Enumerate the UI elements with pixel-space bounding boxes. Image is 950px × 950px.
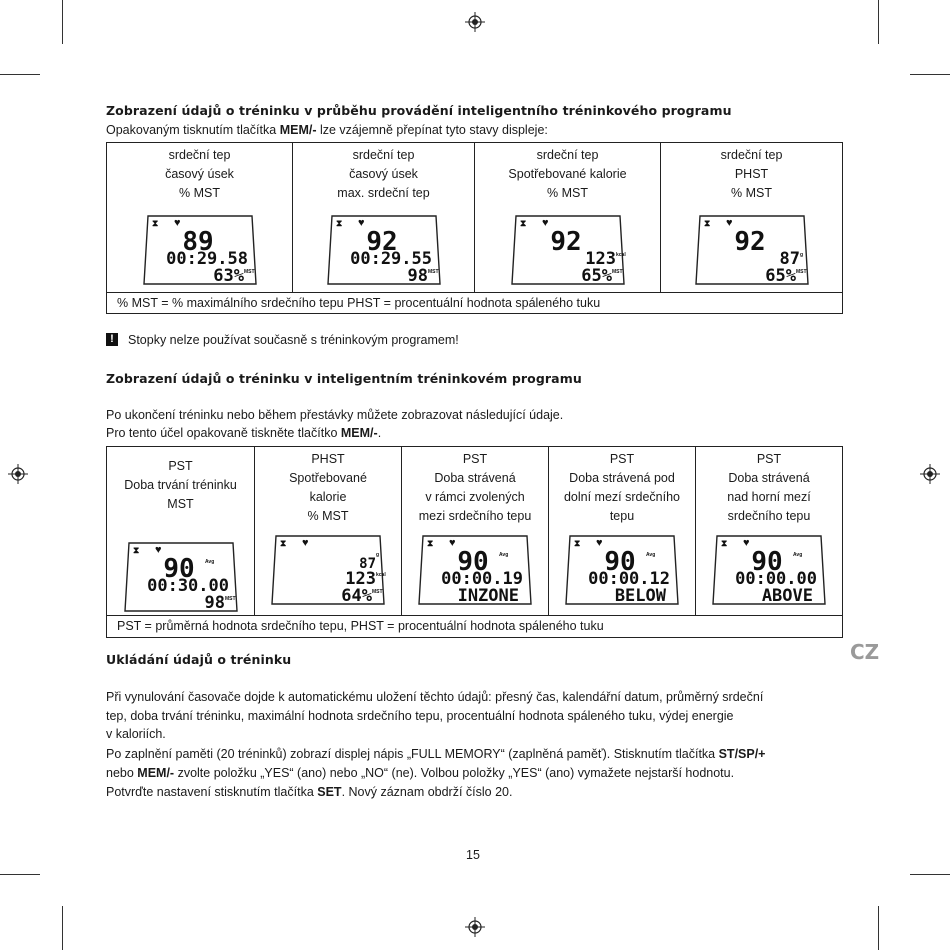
caption-line: MST [167,497,194,511]
display-mode-cell [475,143,661,293]
lcd-bot-value: 63% [212,266,244,286]
caption-line: srdečního tepu [727,509,811,523]
lcd-bot-unit: MST [611,269,623,275]
caption-line: v rámci zvolených [425,490,525,504]
page-number: 15 [466,848,480,862]
lcd-bot-value: ABOVE [761,586,813,606]
stopwatch-icon: ⧗ [574,538,581,548]
display-mode-cell [402,447,549,616]
lcd-mid-value: 123 [345,569,376,589]
heart-icon: ♥ [449,537,456,549]
caption-line: srdeční tep [168,148,231,162]
lcd-bot-value: 65% [764,266,796,286]
caption-line: srdeční tep [352,148,415,162]
caption-line: PST [168,459,193,473]
caption-line: srdeční tep [536,148,599,162]
section2-line2: Pro tento účel opakovaně tiskněte tlačítko MEM/-. [106,426,382,440]
display-modes-table [106,142,843,314]
display-mode-cell [107,143,293,293]
heart-icon: ♥ [743,537,750,549]
lcd-bot-value: INZONE [457,586,519,606]
display-mode-cell [293,143,475,293]
lcd-mid-value: 00:00.12 [588,569,670,589]
watch-display [692,212,812,288]
table1-footnote: % MST = % maximálního srdečního tepu PHST = procentuální hodnota spáleného tuku [107,293,843,314]
heart-icon: ♥ [173,217,181,229]
caption-line: Doba strávená [434,471,516,485]
section3-p1: Při vynulování časovače dojde k automatickému uložení těchto údajů: přesný čas, kalendářní datum, průměrný srdeční [106,690,764,704]
caption-line: % MST [547,186,588,200]
lcd-mid-value: 00:29.55 [349,249,432,269]
lcd-bot-unit: MST [372,589,383,595]
section2-line1: Po ukončení tréninku nebo během přestávky můžete zobrazovat následující údaje. [106,408,564,422]
display-mode-caption [107,447,254,539]
caption-line: časový úsek [165,167,234,181]
lcd-mid-value: 00:30.00 [146,576,229,596]
caption-line: Doba strávená pod [569,471,675,485]
stopwatch-icon: ⧗ [132,545,139,555]
crop-mark-bottom-right-v [878,906,879,950]
watch-display [415,532,535,608]
caption-line: mezi srdečního tepu [418,509,532,523]
caption-line: PHST [311,452,345,466]
caption-line: PHST [734,167,769,181]
stopwatch-icon: ⧗ [703,218,710,228]
lcd-extra-value: 87 [359,556,376,572]
caption-line: PST [609,452,635,466]
table2-footnote: PST = průměrná hodnota srdečního tepu, PHST = procentuální hodnota spáleného tuku [107,616,843,638]
watch-display [268,532,388,608]
lcd-top-value: 92 [549,227,582,257]
stopwatch-icon: ⧗ [335,218,342,228]
registration-mark-bottom-icon [465,917,485,937]
lcd-top-unit: Avg [793,552,803,558]
crop-mark-top-right-v [878,0,879,44]
watch-display [121,539,241,615]
caption-line: % MST [731,186,772,200]
lcd-mid-value: 123 [584,249,616,269]
registration-mark-top-icon [465,12,485,32]
heart-icon: ♥ [154,544,162,556]
lcd-mid-unit: kcal [376,572,386,578]
display-mode-cell [661,143,843,293]
lcd-top-value: 89 [181,227,214,257]
lcd-bot-unit: MST [795,269,807,275]
section3-p5: nebo MEM/- zvolte položku „YES“ (ano) nebo „NO“ (ne). Volbou položky „YES“ (ano) vymažete nejstarší hodnotu. [106,766,735,780]
heart-icon: ♥ [357,217,365,229]
display-mode-cell [696,447,843,616]
crop-mark-bottom-left-v [62,906,63,950]
lcd-top-unit: Avg [204,559,214,565]
display-mode-cell [107,447,255,616]
caption-line: tepu [609,509,635,523]
crop-mark-top-left-v [62,0,63,44]
heart-icon: ♥ [302,537,309,549]
caption-line: srdeční tep [720,148,783,162]
lcd-top-value: 90 [162,554,195,584]
lcd-mid-value: 00:00.00 [735,569,817,589]
lcd-top-value: 92 [365,227,398,257]
lcd-bot-value: 98 [204,593,225,613]
lcd-bot-unit: MST [427,269,439,275]
language-tab: CZ [850,640,880,664]
lcd-bot-value: 98 [407,266,428,286]
lcd-mid-value: 00:29.58 [165,249,248,269]
lcd-bot-value: BELOW [614,586,666,606]
display-mode-caption [107,143,292,212]
watch-display [324,212,444,288]
lcd-top-value: 90 [751,547,783,577]
watch-display [562,532,682,608]
heart-icon: ♥ [596,537,603,549]
lcd-top-unit: Avg [646,552,656,558]
crop-mark-bottom-left-h [0,874,40,875]
section3-p3: v kaloriích. [106,727,166,741]
caption-line: % MST [307,509,349,523]
display-mode-cell [549,447,696,616]
caption-line: Spotřebované [289,471,367,485]
lcd-bot-unit: MST [243,269,255,275]
registration-mark-left-icon [8,464,28,484]
watch-display [140,212,260,288]
training-summary-table [106,446,843,638]
caption-line: Spotřebované kalorie [508,167,627,181]
caption-line: kalorie [309,490,347,504]
display-mode-caption [475,143,660,212]
caption-line: % MST [179,186,220,200]
section1-title: Zobrazení údajů o tréninku v průběhu provádění inteligentního tréninkového programu [106,103,732,118]
stopwatch-icon: ⧗ [519,218,526,228]
watch-display [508,212,628,288]
section3-p4: Po zaplnění paměti (20 tréninků) zobrazí displej nápis „FULL MEMORY“ (zaplněná paměť). Stisknutím tlačítka ST/SP/+ [106,747,766,761]
caption-line: PST [462,452,488,466]
lcd-top-unit: Avg [499,552,509,558]
display-mode-cell [255,447,402,616]
caption-line: nad horní mezí [727,490,811,504]
caption-line: Doba strávená [728,471,810,485]
display-mode-caption [402,447,548,532]
display-mode-caption [661,143,842,212]
stopwatch-icon: ⧗ [280,538,287,548]
caption-line: dolní mezí srdečního [563,490,681,504]
stopwatch-icon: ⧗ [721,538,728,548]
display-mode-caption [696,447,842,532]
caption-line: časový úsek [349,167,418,181]
crop-mark-top-right-h [910,74,950,75]
lcd-mid-unit: g [799,252,803,258]
display-mode-caption [549,447,695,532]
caption-line: max. srdeční tep [337,186,430,200]
display-mode-caption [255,447,401,532]
section2-title: Zobrazení údajů o tréninku v inteligentním tréninkovém programu [106,371,582,386]
heart-icon: ♥ [725,217,733,229]
lcd-bot-unit: MST [224,596,236,602]
lcd-mid-unit: kcal [615,252,626,258]
lcd-mid-value: 00:00.19 [441,569,523,589]
stopwatch-icon: ⧗ [427,538,434,548]
section3-p2: tep, doba trvání tréninku, maximální hodnota srdečního tepu, procentuální hodnota spáleného tuku, výdej energie [106,709,734,723]
caption-line: PST [756,452,782,466]
lcd-mid-value: 87 [779,249,800,269]
caption-line: Doba trvání tréninku [124,478,237,492]
lcd-extra-unit: g [376,552,380,558]
section3-p6: Potvrďte nastavení stisknutím tlačítka SET. Nový záznam obdrží číslo 20. [106,785,513,799]
lcd-top-value: 92 [733,227,766,257]
lcd-bot-value: 64% [341,586,372,606]
crop-mark-top-left-h [0,74,40,75]
display-mode-caption [293,143,474,212]
lcd-top-value: 90 [604,547,636,577]
lcd-top-value: 90 [457,547,489,577]
registration-mark-right-icon [920,464,940,484]
lcd-bot-value: 65% [580,266,612,286]
warning-text: Stopky nelze používat současně s tréninkovým programem! [128,333,459,347]
watch-display [709,532,829,608]
section1-intro: Opakovaným tisknutím tlačítka MEM/- lze vzájemně přepínat tyto stavy displeje: [106,123,548,137]
section3-title: Ukládání údajů o tréninku [106,652,292,667]
warning-icon: ! [106,333,118,346]
heart-icon: ♥ [541,217,549,229]
stopwatch-icon: ⧗ [151,218,158,228]
crop-mark-bottom-right-h [910,874,950,875]
